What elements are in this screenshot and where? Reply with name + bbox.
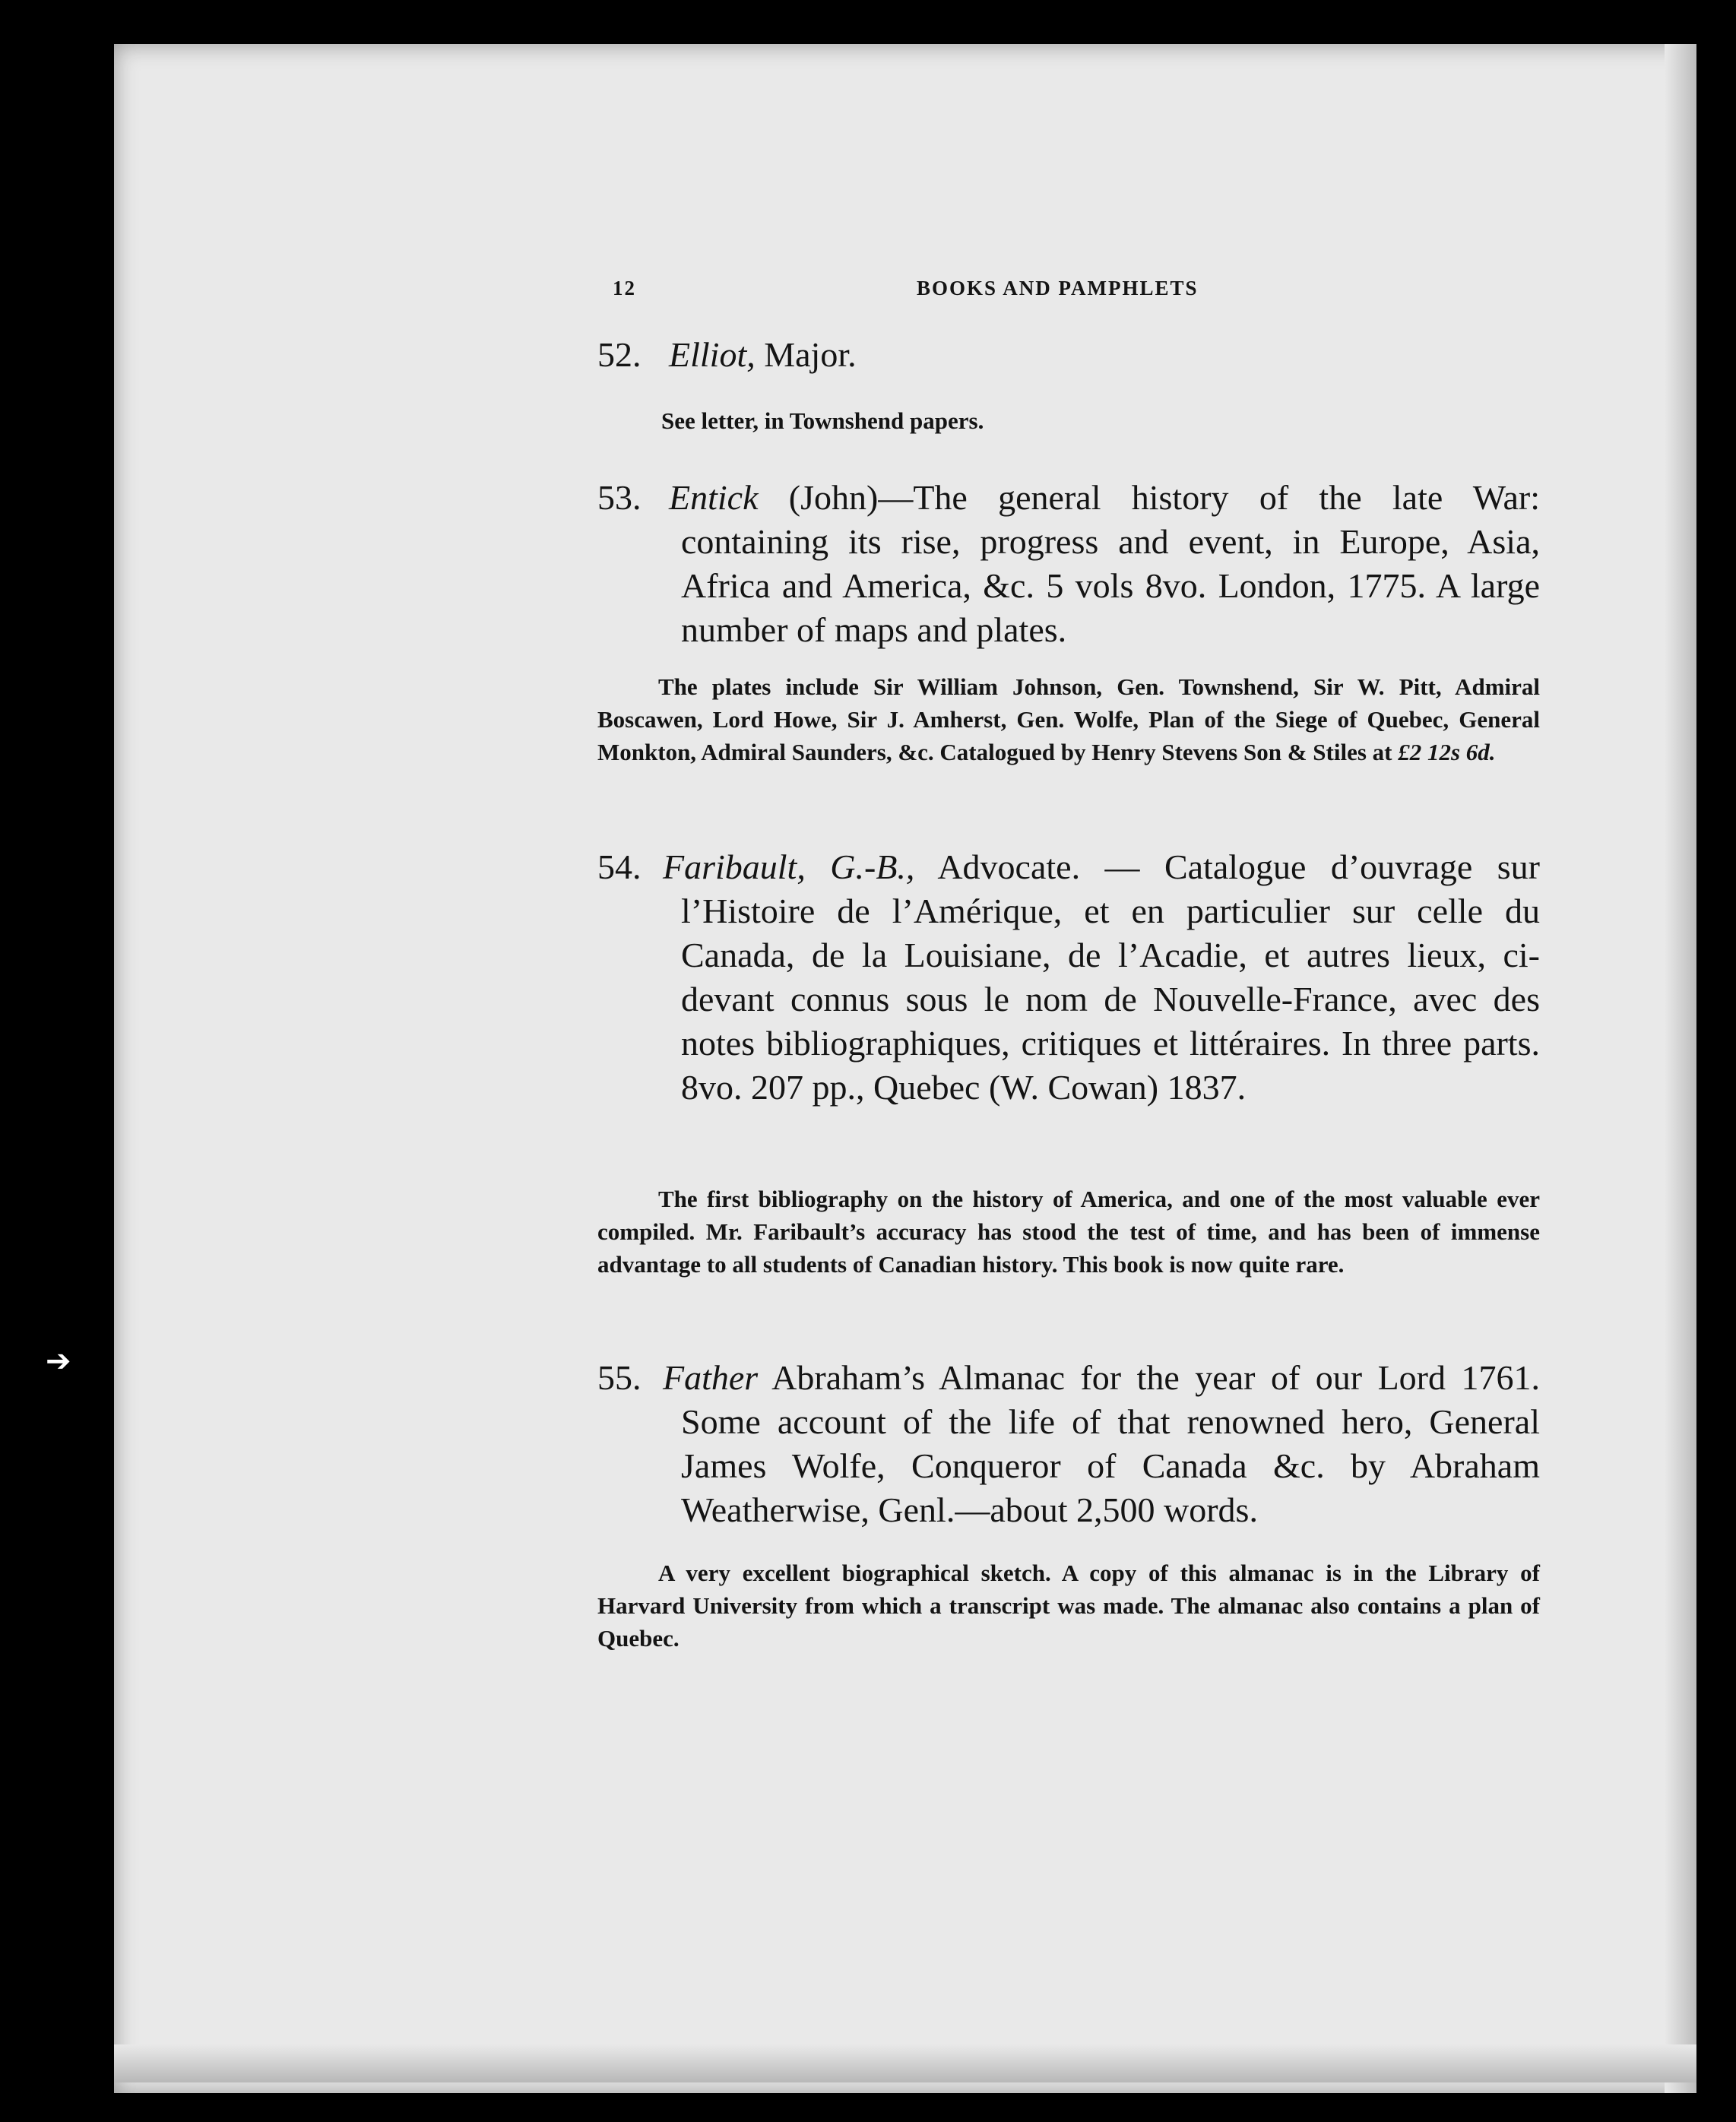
entry-note: The plates include Sir William Johnson, Gen. Townshend, Sir W. Pitt, Admiral Boscawen, Lord Howe, Sir J. Amherst, Gen. Wolfe, Plan of the Siege of Quebec, General Monkton, Admiral Saunders, &c. Catalogued by Henry Stevens Son & Stiles at xyxy=(597,673,1540,765)
entry-number: 55. xyxy=(597,1358,641,1397)
entry-52-note xyxy=(661,404,1540,437)
entry-title: Abraham’s Almanac for the year of our Lord 1761. Some account of the life of that renowned hero, General James Wolfe, Conqueror of Canada &c. by Abraham Weatherwise, Genl.—about 2,500 words. xyxy=(681,1358,1540,1529)
margin-arrow-icon: ➔ xyxy=(46,1344,71,1379)
page-right-edge xyxy=(1665,44,1696,2093)
entry-55-note xyxy=(597,1557,1540,1655)
page-bottom-edge xyxy=(114,2044,1696,2082)
entry-note: A very excellent biographical sketch. A copy of this almanac is in the Library of Harvard University from which a transcript was made. The almanac also contains a plan of Quebec. xyxy=(597,1560,1540,1652)
entry-author: Faribault, G.-B., xyxy=(663,847,915,886)
entry-55-heading xyxy=(597,1356,1540,1529)
entry-title: (John)—The general history of the late War: containing its rise, progress and event, in Europe, Asia, Africa and America, &c. 5 vols 8vo. London, 1775. A large number of maps and plates. xyxy=(681,478,1540,649)
entry-title: Advocate. — Catalogue d’ouvrage sur l’Histoire de l’Amérique, et en particulier sur celle du Canada, de la Louisiane, de l’Acadie, et autres lieux, ci-devant connus sous le nom de Nouvelle-France, avec des notes bibliographiques, critiques et littéraires. In three parts. 8vo. 207 pp., Quebec (W. Cowan) 1837. xyxy=(681,847,1540,1107)
running-head xyxy=(597,277,1540,304)
entry-price: £2 12s 6d. xyxy=(1398,739,1496,765)
entry-title: Major. xyxy=(755,335,857,374)
entry-author: Entick xyxy=(669,478,759,517)
entry-number: 52. xyxy=(597,335,641,374)
entry-text xyxy=(669,333,1528,377)
entry-53-heading xyxy=(597,476,1540,649)
entry-53-note xyxy=(597,670,1540,768)
entry-author: Father xyxy=(663,1358,759,1397)
entry-number: 54. xyxy=(597,847,641,886)
page-number: 12 xyxy=(613,277,636,299)
entry-author: Elliot, xyxy=(669,335,756,374)
entry-text xyxy=(663,845,1540,1110)
entry-number: 53. xyxy=(597,478,641,517)
entry-54-note xyxy=(597,1183,1540,1281)
entry-note: The first bibliography on the history of America, and one of the most valuable ever compiled. Mr. Faribault’s accuracy has stood the test of time, and has been of immense advantage to all students of Canadian history. This book is now quite rare. xyxy=(597,1186,1540,1278)
entry-note: See letter, in Townshend papers. xyxy=(661,407,984,434)
entry-52-heading xyxy=(597,333,1540,377)
entry-text xyxy=(663,1356,1540,1532)
entry-text xyxy=(669,476,1540,652)
entry-54-heading xyxy=(597,845,1540,1107)
running-title: BOOKS AND PAMPHLETS xyxy=(917,277,1199,299)
